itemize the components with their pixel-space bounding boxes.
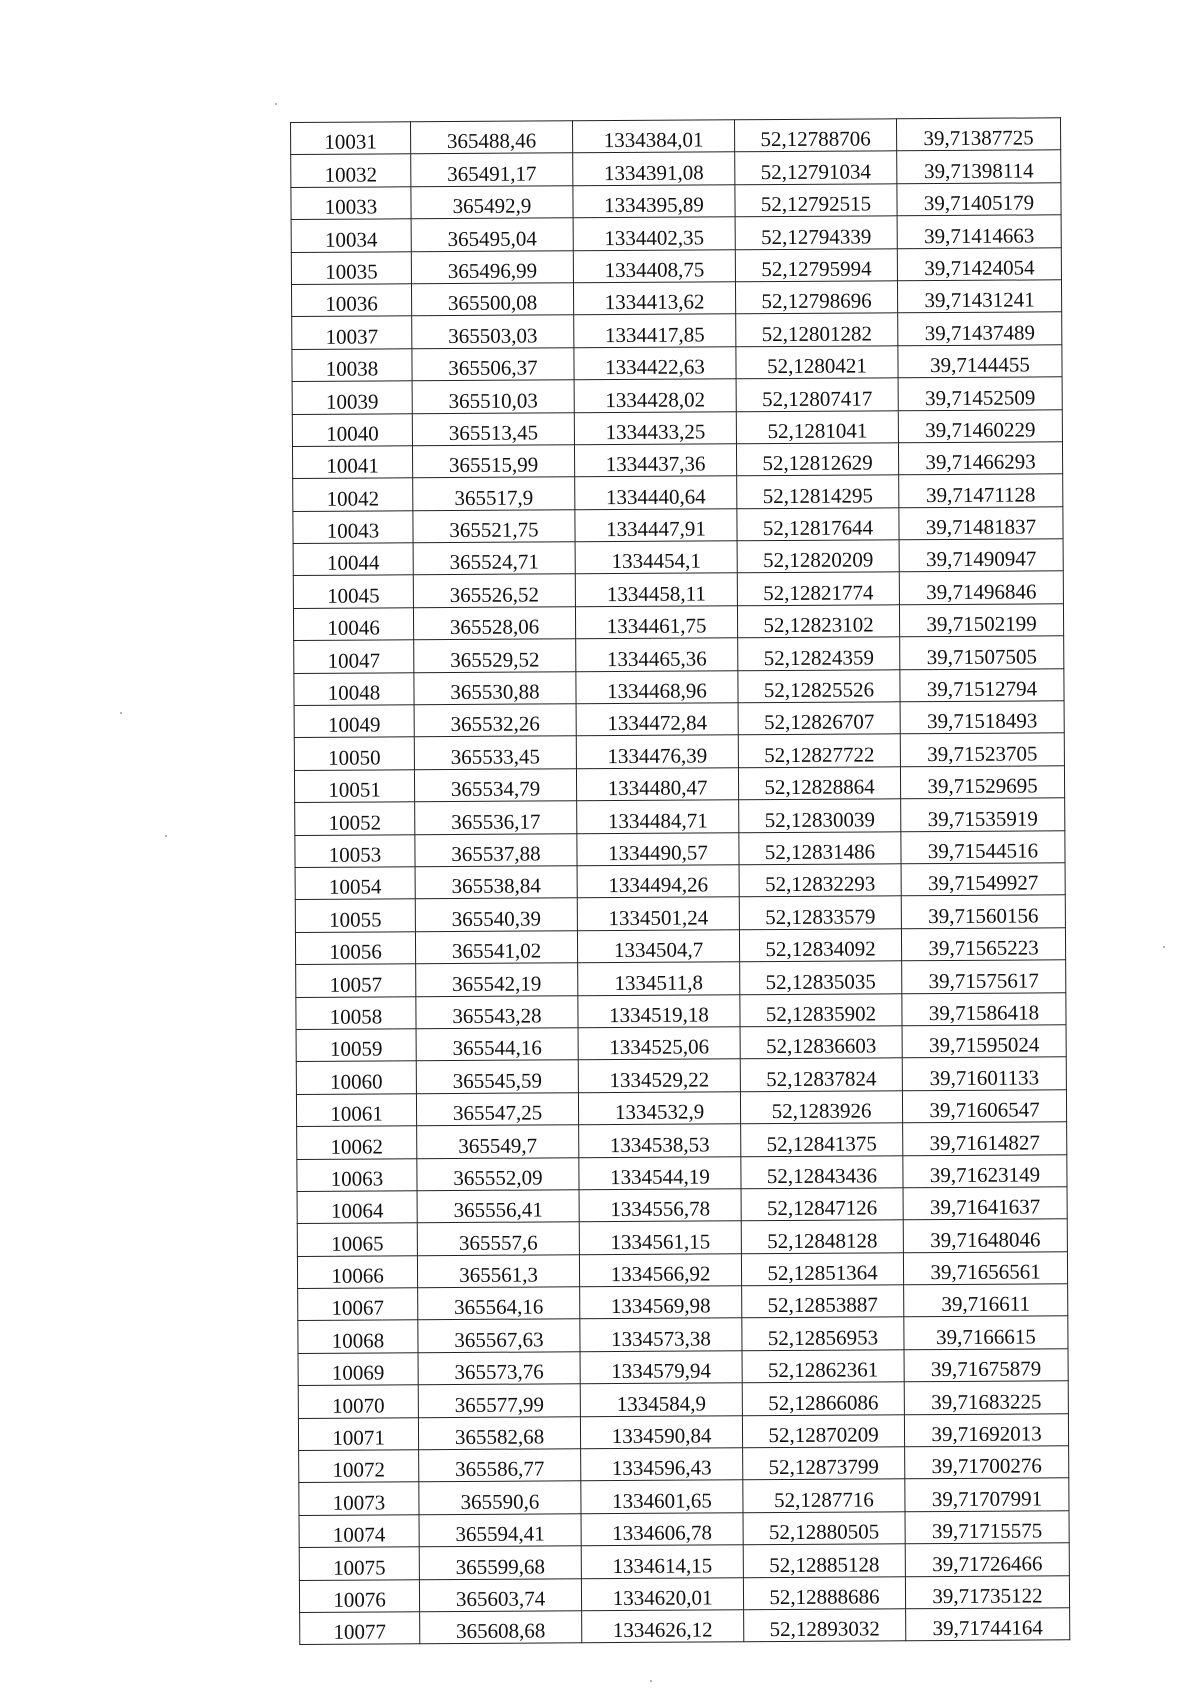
- table-cell: 10071: [298, 1417, 418, 1450]
- table-cell: 39,71414663: [897, 215, 1061, 248]
- table-cell: 1334458,11: [575, 573, 737, 606]
- table-cell: 39,71656561: [903, 1251, 1067, 1284]
- table-cell: 39,71452509: [898, 377, 1062, 410]
- table-cell: 39,71529695: [900, 766, 1064, 799]
- table-cell: 39,71735122: [905, 1575, 1069, 1608]
- table-cell: 10063: [297, 1158, 417, 1191]
- table-cell: 10059: [296, 1029, 416, 1062]
- table-cell: 52,12825526: [738, 669, 900, 702]
- table-cell: 39,71544516: [901, 830, 1065, 863]
- table-cell: 1334573,38: [580, 1318, 742, 1351]
- table-cell: 39,71398114: [897, 150, 1061, 183]
- table-cell: 365567,63: [418, 1319, 580, 1352]
- table-cell: 52,12798696: [735, 281, 897, 314]
- table-row: [292, 345, 1062, 382]
- table-row: [294, 733, 1064, 770]
- table-cell: 39,71518493: [900, 701, 1064, 734]
- table-cell: 10054: [295, 867, 415, 900]
- table-cell: 52,12824359: [738, 637, 900, 670]
- table-cell: 39,71471128: [899, 474, 1063, 507]
- table-cell: 39,71437489: [898, 312, 1062, 345]
- table-row: [295, 928, 1065, 965]
- table-cell: 1334525,06: [578, 1027, 740, 1060]
- scan-speck: [120, 712, 122, 714]
- table-cell: 52,12837824: [740, 1058, 902, 1091]
- table-cell: 39,71595024: [902, 1025, 1066, 1058]
- table-cell: 52,12866086: [742, 1382, 904, 1415]
- table-cell: 10045: [293, 575, 413, 608]
- table-cell: 39,71460229: [898, 409, 1062, 442]
- table-row: [298, 1381, 1068, 1418]
- table-cell: 52,12795994: [735, 248, 897, 281]
- table-cell: 10069: [298, 1353, 418, 1386]
- table-cell: 365540,39: [415, 898, 577, 931]
- table-cell: 365500,08: [411, 283, 573, 316]
- table-cell: 365577,99: [418, 1384, 580, 1417]
- table-row: [291, 183, 1061, 220]
- table-cell: 39,71535919: [901, 798, 1065, 831]
- table-cell: 1334461,75: [575, 606, 737, 639]
- table-cell: 365590,6: [419, 1481, 581, 1514]
- table-cell: 39,71507505: [900, 636, 1064, 669]
- table-row: [299, 1446, 1069, 1483]
- table-cell: 52,12826707: [738, 702, 900, 735]
- table-cell: 1334590,84: [580, 1415, 742, 1448]
- table-cell: 1334596,43: [581, 1448, 743, 1481]
- table-cell: 10064: [297, 1191, 417, 1224]
- table-cell: 52,12791034: [735, 151, 897, 184]
- table-cell: 365532,26: [414, 704, 576, 737]
- scan-speck: [650, 1680, 652, 1682]
- table-cell: 52,12834092: [739, 929, 901, 962]
- table-cell: 52,12873799: [743, 1447, 905, 1480]
- table-row: [291, 247, 1061, 284]
- table-cell: 10075: [299, 1547, 419, 1580]
- table-cell: 10037: [292, 316, 412, 349]
- table-cell: 1334519,18: [578, 994, 740, 1027]
- table-cell: 365528,06: [413, 607, 575, 640]
- table-cell: 365495,04: [411, 218, 573, 251]
- table-cell: 52,12843436: [741, 1155, 903, 1188]
- table-cell: 10066: [297, 1255, 417, 1288]
- coordinates-table-body: [291, 118, 1070, 1645]
- table-cell: 365530,88: [414, 671, 576, 704]
- table-cell: 10046: [293, 608, 413, 641]
- table-cell: 10033: [291, 187, 411, 220]
- table-cell: 1334465,36: [576, 638, 738, 671]
- table-cell: 365557,6: [417, 1222, 579, 1255]
- table-row: [291, 118, 1061, 155]
- table-cell: 1334494,26: [577, 865, 739, 898]
- table-cell: 365491,17: [411, 153, 573, 186]
- table-cell: 10039: [292, 381, 412, 414]
- table-cell: 365545,59: [416, 1060, 578, 1093]
- table-cell: 1334447,91: [575, 508, 737, 541]
- table-cell: 39,71496846: [899, 571, 1063, 604]
- table-cell: 10035: [291, 251, 411, 284]
- table-cell: 365582,68: [418, 1416, 580, 1449]
- table-cell: 10060: [296, 1061, 416, 1094]
- table-cell: 1334454,1: [575, 541, 737, 574]
- table-cell: 39,7144455: [898, 345, 1062, 378]
- table-cell: 365515,99: [412, 445, 574, 478]
- table-cell: 1334501,24: [577, 897, 739, 930]
- table-cell: 10052: [295, 802, 415, 835]
- table-cell: 1334468,96: [576, 670, 738, 703]
- table-row: [297, 1219, 1067, 1256]
- table-row: [300, 1608, 1070, 1645]
- table-cell: 52,12880505: [743, 1512, 905, 1545]
- table-cell: 10065: [297, 1223, 417, 1256]
- table-cell: 39,71387725: [896, 118, 1060, 151]
- table-cell: 52,12862361: [742, 1350, 904, 1383]
- table-cell: 365506,37: [412, 348, 574, 381]
- table-cell: 10077: [300, 1612, 420, 1645]
- table-row: [297, 1154, 1067, 1191]
- table-cell: 52,12821774: [737, 572, 899, 605]
- table-cell: 52,12817644: [737, 507, 899, 540]
- table-cell: 365526,52: [413, 574, 575, 607]
- table-row: [293, 506, 1063, 543]
- table-cell: 1334532,9: [578, 1091, 740, 1124]
- table-cell: 1334490,57: [577, 832, 739, 865]
- table-cell: 39,71549927: [901, 863, 1065, 896]
- table-row: [293, 474, 1063, 511]
- table-cell: 39,71614827: [903, 1122, 1067, 1155]
- table-cell: 365488,46: [411, 121, 573, 154]
- table-row: [291, 150, 1061, 187]
- table-row: [298, 1413, 1068, 1450]
- table-row: [299, 1478, 1069, 1515]
- table-cell: 39,71560156: [901, 895, 1065, 928]
- table-cell: 10076: [299, 1579, 419, 1612]
- table-cell: 1334626,12: [582, 1610, 744, 1643]
- table-cell: 10073: [299, 1482, 419, 1515]
- table-row: [294, 701, 1064, 738]
- table-cell: 365538,84: [415, 866, 577, 899]
- table-cell: 52,12835902: [740, 993, 902, 1026]
- table-cell: 365547,25: [416, 1092, 578, 1125]
- table-cell: 365599,68: [419, 1546, 581, 1579]
- table-cell: 1334402,35: [573, 217, 735, 250]
- table-cell: 365561,3: [417, 1254, 579, 1287]
- table-cell: 1334408,75: [573, 249, 735, 282]
- table-row: [298, 1316, 1068, 1353]
- table-cell: 365524,71: [413, 542, 575, 575]
- table-cell: 10031: [291, 122, 411, 155]
- table-cell: 10048: [294, 672, 414, 705]
- table-cell: 10072: [299, 1450, 419, 1483]
- table-row: [293, 604, 1063, 641]
- table-row: [296, 1057, 1066, 1094]
- table-row: [292, 312, 1062, 349]
- table-cell: 39,71744164: [906, 1608, 1070, 1641]
- table-cell: 39,71707991: [905, 1478, 1069, 1511]
- table-cell: 1334440,64: [575, 476, 737, 509]
- table-row: [296, 1089, 1066, 1126]
- scan-speck: [275, 103, 277, 105]
- table-cell: 1334566,92: [579, 1253, 741, 1286]
- table-cell: 39,71700276: [905, 1446, 1069, 1479]
- table-cell: 39,71490947: [899, 539, 1063, 572]
- table-cell: 365541,02: [415, 931, 577, 964]
- table-cell: 39,71481837: [899, 506, 1063, 539]
- table-cell: 52,12788706: [734, 119, 896, 152]
- table-row: [296, 960, 1066, 997]
- table-cell: 365517,9: [413, 477, 575, 510]
- table-cell: 365496,99: [411, 250, 573, 283]
- table-cell: 39,71623149: [903, 1154, 1067, 1187]
- table-row: [299, 1543, 1069, 1580]
- table-cell: 365573,76: [418, 1352, 580, 1385]
- table-cell: 1334480,47: [576, 768, 738, 801]
- table-cell: 365594,41: [419, 1514, 581, 1547]
- table-cell: 39,71424054: [897, 247, 1061, 280]
- table-cell: 1334422,63: [574, 347, 736, 380]
- table-cell: 1334538,53: [579, 1124, 741, 1157]
- table-cell: 365534,79: [414, 769, 576, 802]
- table-cell: 1334511,8: [578, 962, 740, 995]
- table-cell: 1334413,62: [573, 282, 735, 315]
- table-cell: 52,12851364: [741, 1252, 903, 1285]
- table-row: [296, 992, 1066, 1029]
- table-cell: 1334544,19: [579, 1156, 741, 1189]
- table-cell: 10041: [292, 446, 412, 479]
- table-cell: 365533,45: [414, 736, 576, 769]
- table-row: [297, 1187, 1067, 1224]
- table-cell: 52,12833579: [739, 896, 901, 929]
- table-cell: 39,71586418: [902, 992, 1066, 1025]
- table-cell: 52,12836603: [740, 1026, 902, 1059]
- table-cell: 52,1281041: [736, 410, 898, 443]
- table-cell: 52,12841375: [741, 1123, 903, 1156]
- table-row: [293, 539, 1063, 576]
- table-cell: 365556,41: [417, 1190, 579, 1223]
- table-cell: 39,71606547: [902, 1089, 1066, 1122]
- table-row: [294, 766, 1064, 803]
- table-row: [291, 280, 1061, 317]
- table-cell: 10047: [294, 640, 414, 673]
- table-cell: 39,71575617: [902, 960, 1066, 993]
- table-row: [295, 895, 1065, 932]
- table-row: [291, 215, 1061, 252]
- table-cell: 365542,19: [416, 963, 578, 996]
- table-cell: 365529,52: [414, 639, 576, 672]
- table-cell: 10068: [298, 1320, 418, 1353]
- table-cell: 1334620,01: [581, 1577, 743, 1610]
- table-cell: 52,12888686: [743, 1576, 905, 1609]
- table-cell: 52,12893032: [744, 1609, 906, 1642]
- table-cell: 39,71683225: [904, 1381, 1068, 1414]
- table-cell: 365513,45: [412, 412, 574, 445]
- table-row: [292, 442, 1062, 479]
- table-cell: 52,1280421: [736, 346, 898, 379]
- table-cell: 365503,03: [412, 315, 574, 348]
- table-row: [294, 636, 1064, 673]
- table-cell: 10032: [291, 154, 411, 187]
- table-cell: 52,1287716: [743, 1479, 905, 1512]
- table-cell: 365564,16: [418, 1287, 580, 1320]
- table-cell: 365537,88: [415, 833, 577, 866]
- table-cell: 1334504,7: [577, 930, 739, 963]
- table-cell: 52,12794339: [735, 216, 897, 249]
- table-cell: 52,12828864: [738, 767, 900, 800]
- table-row: [298, 1284, 1068, 1321]
- table-cell: 1334437,36: [574, 444, 736, 477]
- table-cell: 52,12820209: [737, 540, 899, 573]
- table-cell: 52,12801282: [736, 313, 898, 346]
- table-cell: 1334579,94: [580, 1351, 742, 1384]
- table-cell: 39,7166615: [904, 1316, 1068, 1349]
- table-cell: 10043: [293, 510, 413, 543]
- table-cell: 1334561,15: [579, 1221, 741, 1254]
- table-row: [297, 1122, 1067, 1159]
- table-cell: 1334433,25: [574, 411, 736, 444]
- table-cell: 1334417,85: [574, 314, 736, 347]
- table-row: [292, 409, 1062, 446]
- table-cell: 52,12807417: [736, 378, 898, 411]
- table-row: [296, 1025, 1066, 1062]
- table-row: [294, 668, 1064, 705]
- table-cell: 1334614,15: [581, 1545, 743, 1578]
- table-cell: 1334484,71: [577, 800, 739, 833]
- table-cell: 365521,75: [413, 509, 575, 542]
- table-cell: 39,71431241: [897, 280, 1061, 313]
- table-cell: 1334395,89: [573, 185, 735, 218]
- scan-speck: [165, 835, 167, 837]
- table-cell: 10057: [296, 964, 416, 997]
- table-cell: 52,12856953: [742, 1317, 904, 1350]
- table-cell: 39,71512794: [900, 668, 1064, 701]
- table-cell: 39,71648046: [903, 1219, 1067, 1252]
- table-cell: 39,71641637: [903, 1187, 1067, 1220]
- table-cell: 365549,7: [417, 1125, 579, 1158]
- table-row: [299, 1511, 1069, 1548]
- table-cell: 1334601,65: [581, 1480, 743, 1513]
- table-cell: 52,12885128: [743, 1544, 905, 1577]
- table-cell: 52,12832293: [739, 864, 901, 897]
- table-cell: 365544,16: [416, 1028, 578, 1061]
- table-cell: 10061: [296, 1093, 416, 1126]
- scan-speck: [1163, 946, 1165, 948]
- table-cell: 39,71726466: [905, 1543, 1069, 1576]
- coordinates-table: [290, 117, 1070, 1645]
- table-cell: 1334529,22: [578, 1059, 740, 1092]
- table-cell: 1334472,84: [576, 703, 738, 736]
- table-cell: 52,12870209: [742, 1414, 904, 1447]
- table-cell: 39,71692013: [904, 1413, 1068, 1446]
- table-row: [299, 1575, 1069, 1612]
- table-cell: 10036: [291, 284, 411, 317]
- table-cell: 1334384,01: [572, 120, 734, 153]
- table-cell: 10042: [293, 478, 413, 511]
- table-cell: 39,71405179: [897, 183, 1061, 216]
- table-row: [297, 1251, 1067, 1288]
- table-cell: 52,12792515: [735, 184, 897, 217]
- table-cell: 52,12853887: [742, 1285, 904, 1318]
- table-cell: 365510,03: [412, 380, 574, 413]
- table-cell: 10049: [294, 705, 414, 738]
- table-cell: 1334428,02: [574, 379, 736, 412]
- table-cell: 1334391,08: [573, 152, 735, 185]
- table-cell: 365608,68: [420, 1611, 582, 1644]
- table-row: [298, 1349, 1068, 1386]
- table-cell: 1334556,78: [579, 1189, 741, 1222]
- table-cell: 1334606,78: [581, 1513, 743, 1546]
- table-row: [295, 863, 1065, 900]
- table-cell: 39,71675879: [904, 1349, 1068, 1382]
- table-cell: 1334584,9: [580, 1383, 742, 1416]
- table-cell: 52,12814295: [737, 475, 899, 508]
- table-cell: 10040: [292, 413, 412, 446]
- table-cell: 39,71502199: [899, 604, 1063, 637]
- table-cell: 39,71523705: [900, 733, 1064, 766]
- table-cell: 52,12827722: [738, 734, 900, 767]
- table-cell: 52,12835035: [740, 961, 902, 994]
- table-cell: 10058: [296, 996, 416, 1029]
- table-row: [293, 571, 1063, 608]
- table-cell: 10056: [295, 932, 415, 965]
- table-cell: 1334569,98: [580, 1286, 742, 1319]
- table-cell: 365586,77: [419, 1449, 581, 1482]
- table-cell: 10051: [294, 770, 414, 803]
- table-cell: 39,71601133: [902, 1057, 1066, 1090]
- table-cell: 10074: [299, 1515, 419, 1548]
- table-cell: 365492,9: [411, 186, 573, 219]
- table-cell: 39,71466293: [898, 442, 1062, 475]
- table-cell: 52,12848128: [741, 1220, 903, 1253]
- table-cell: 10067: [298, 1288, 418, 1321]
- table-cell: 10053: [295, 834, 415, 867]
- table-cell: 52,1283926: [740, 1090, 902, 1123]
- table-row: [292, 377, 1062, 414]
- table-row: [295, 798, 1065, 835]
- table-cell: 10055: [295, 899, 415, 932]
- table-cell: 10050: [294, 737, 414, 770]
- table-cell: 365536,17: [415, 801, 577, 834]
- table-cell: 52,12830039: [739, 799, 901, 832]
- table-cell: 1334476,39: [576, 735, 738, 768]
- table-cell: 365603,74: [419, 1578, 581, 1611]
- table-cell: 52,12823102: [737, 605, 899, 638]
- table-cell: 10044: [293, 543, 413, 576]
- table-cell: 10070: [298, 1385, 418, 1418]
- table-cell: 365543,28: [416, 995, 578, 1028]
- table-cell: 52,12812629: [736, 443, 898, 476]
- table-cell: 52,12831486: [739, 831, 901, 864]
- table-cell: 39,716611: [904, 1284, 1068, 1317]
- table-cell: 10062: [297, 1126, 417, 1159]
- table-cell: 39,71715575: [905, 1511, 1069, 1544]
- table-cell: 52,12847126: [741, 1188, 903, 1221]
- table-cell: 39,71565223: [901, 928, 1065, 961]
- table-cell: 365552,09: [417, 1157, 579, 1190]
- table-cell: 10038: [292, 348, 412, 381]
- table-row: [295, 830, 1065, 867]
- table-cell: 10034: [291, 219, 411, 252]
